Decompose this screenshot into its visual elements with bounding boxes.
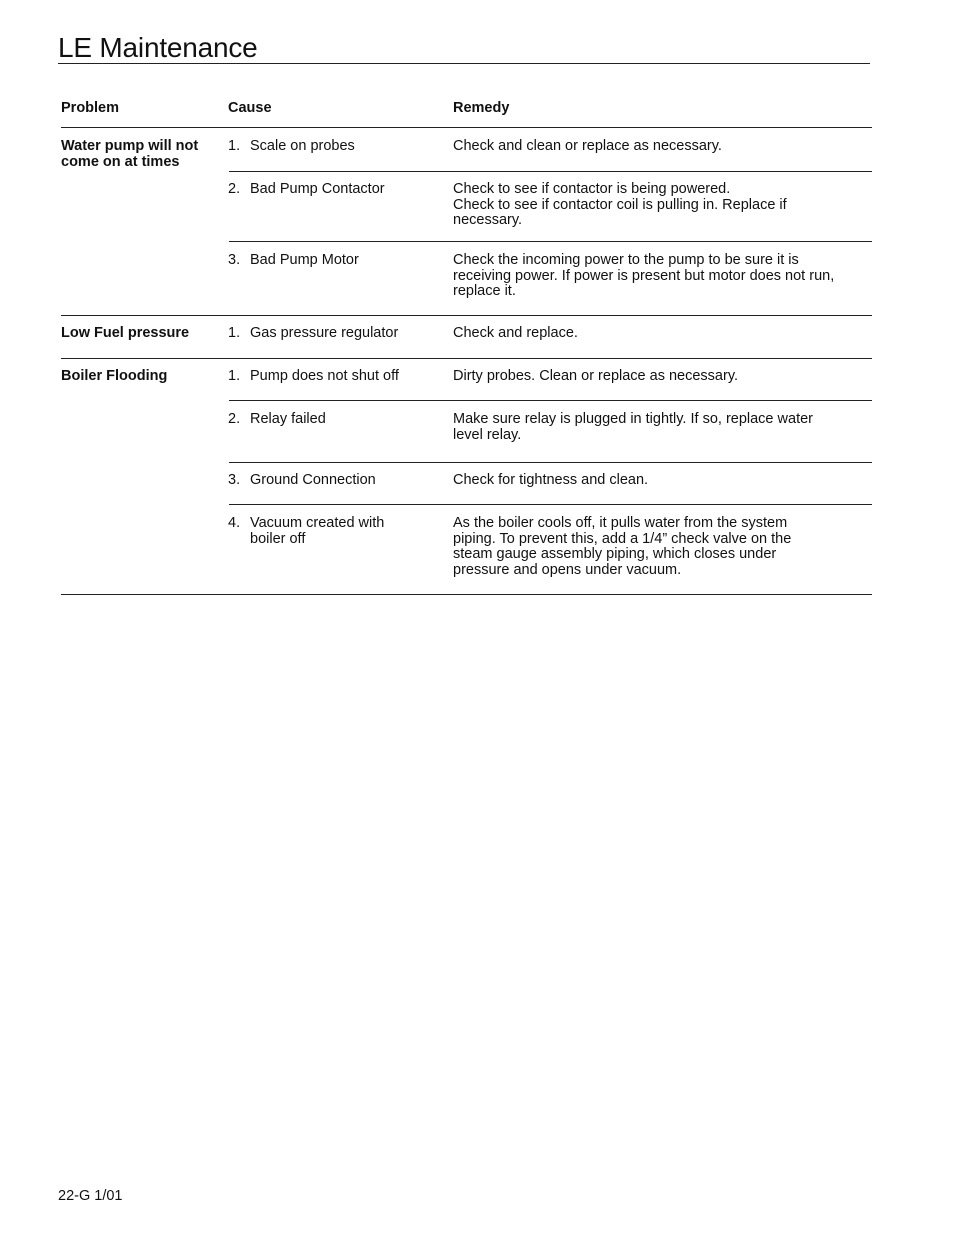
remedy-cell: Make sure relay is plugged in tightly. If so, replace water level relay. — [453, 411, 813, 443]
cause-cell — [228, 182, 443, 198]
cause-cell — [228, 139, 443, 155]
remedy-cell: Check and clean or replace as necessary. — [453, 138, 722, 154]
cause-text: Vacuum created with boiler off — [250, 515, 385, 547]
row-divider — [229, 504, 872, 505]
header-cause: Cause — [228, 100, 272, 116]
page-title: LE Maintenance — [58, 32, 258, 63]
header-remedy: Remedy — [453, 100, 510, 116]
title-rule — [58, 63, 870, 64]
cause-cell — [228, 369, 443, 385]
header-problem: Problem — [61, 100, 120, 116]
problem-cell: Water pump will not come on at times — [61, 138, 199, 170]
cause-number: 2. — [228, 181, 241, 197]
remedy-cell: Check to see if contactor is being powered. Check to see if contactor coil is pulling in. Replace if necessary. — [453, 181, 787, 228]
cause-number: 3. — [228, 252, 241, 268]
remedy-cell: Dirty probes. Clean or replace as necessary. — [453, 368, 739, 384]
table-bottom-rule — [61, 594, 872, 595]
cause-number: 3. — [228, 472, 241, 488]
cause-number: 1. — [228, 368, 241, 384]
remedy-cell: Check for tightness and clean. — [453, 472, 649, 488]
remedy-cell: Check the incoming power to the pump to be sure it is receiving power. If power is present but motor does not run, replace it. — [453, 252, 835, 299]
row-divider — [229, 241, 872, 242]
page-footer: 22-G 1/01 — [58, 1188, 123, 1204]
cause-number: 1. — [228, 325, 241, 341]
remedy-cell: Check and replace. — [453, 325, 578, 341]
cause-text: Ground Connection — [250, 472, 376, 488]
cause-number: 2. — [228, 411, 241, 427]
cause-number: 1. — [228, 138, 241, 154]
row-divider — [229, 462, 872, 463]
cause-text: Relay failed — [250, 411, 326, 427]
cause-text: Scale on probes — [250, 138, 355, 154]
row-divider — [229, 400, 872, 401]
cause-text: Pump does not shut off — [250, 368, 399, 384]
cause-text: Gas pressure regulator — [250, 325, 399, 341]
group-divider — [61, 358, 872, 359]
table-header — [61, 100, 872, 127]
header-rule — [61, 127, 872, 128]
cause-cell — [228, 516, 418, 547]
cause-text: Bad Pump Motor — [250, 252, 359, 268]
cause-number: 4. — [228, 515, 241, 531]
cause-cell — [228, 412, 443, 428]
cause-cell — [228, 326, 443, 342]
cause-cell — [228, 253, 443, 269]
problem-cell: Low Fuel pressure — [61, 325, 190, 341]
problem-cell: Boiler Flooding — [61, 368, 168, 384]
cause-text: Bad Pump Contactor — [250, 181, 385, 197]
remedy-cell: As the boiler cools off, it pulls water from the system piping. To prevent this, add a 1/4” check valve on the steam gauge assembly piping, which closes under pressure and opens under vacuum. — [453, 515, 792, 578]
group-divider — [61, 315, 872, 316]
row-divider — [229, 171, 872, 172]
cause-cell — [228, 473, 443, 489]
